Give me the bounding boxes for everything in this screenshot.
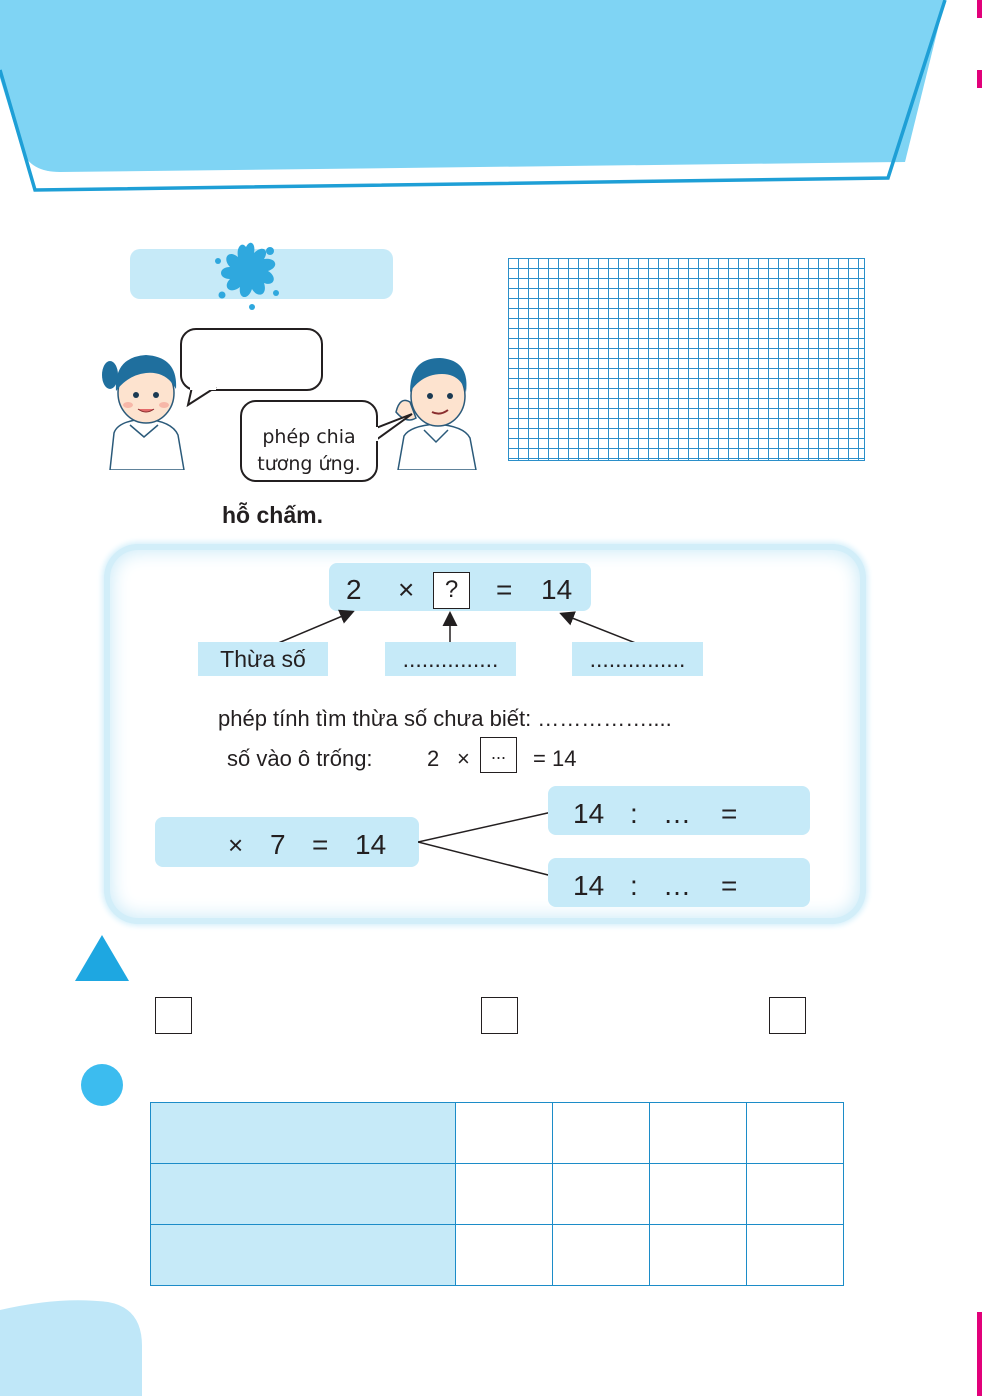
table-cell[interactable] xyxy=(747,1103,844,1164)
div-top-colon: : xyxy=(630,798,638,829)
div-bottom-dividend: 14 xyxy=(573,870,605,901)
speech-bubble-girl xyxy=(180,328,323,391)
table-row xyxy=(151,1225,844,1286)
div-bottom-colon: : xyxy=(630,870,638,901)
instruction-text: hỗ chấm. xyxy=(222,502,323,528)
table-cell[interactable] xyxy=(553,1103,650,1164)
answer-box-3[interactable] xyxy=(769,997,806,1034)
label-blank-2: ............... xyxy=(572,642,703,676)
table-cell[interactable] xyxy=(747,1164,844,1225)
table-row-header xyxy=(151,1164,456,1225)
unknown-factor-symbol: ? xyxy=(444,576,459,603)
find-factor-line: phép tính tìm thừa số chưa biết: …………….... xyxy=(218,706,672,731)
splash-icon xyxy=(210,237,288,313)
grid-paper xyxy=(508,258,865,461)
data-table xyxy=(150,1102,844,1286)
table-cell[interactable] xyxy=(650,1164,747,1225)
table-row-header xyxy=(151,1225,456,1286)
fill-box-result: = 14 xyxy=(533,746,577,771)
div-bottom-blank: … xyxy=(663,870,691,901)
page-corner-shape xyxy=(0,1296,150,1396)
table-cell[interactable] xyxy=(747,1225,844,1286)
equation-equals-sign: = xyxy=(496,574,513,605)
table-cell[interactable] xyxy=(650,1103,747,1164)
mult-equals: = xyxy=(312,829,329,860)
bubble-boy-line1: phép chia xyxy=(262,426,356,448)
div-bottom-equals: = xyxy=(721,870,738,901)
fill-box-prefix: số vào ô trống: xyxy=(227,746,373,771)
answer-box-1[interactable] xyxy=(155,997,192,1034)
answer-box-2[interactable] xyxy=(481,997,518,1034)
table-cell[interactable] xyxy=(456,1103,553,1164)
right-edge-marker xyxy=(977,1312,982,1396)
div-top-dividend: 14 xyxy=(573,798,605,829)
boy-illustration xyxy=(380,352,480,470)
circle-icon xyxy=(80,1063,124,1107)
header-banner xyxy=(0,0,982,200)
fill-box-factor: 2 xyxy=(427,746,440,771)
table-row-header xyxy=(151,1103,456,1164)
girl-illustration xyxy=(100,345,190,470)
fill-box-answer[interactable] xyxy=(480,737,517,773)
equation-product: 14 xyxy=(541,574,573,605)
div-top-blank: … xyxy=(663,798,691,829)
mult-product: 14 xyxy=(355,829,387,860)
table-cell[interactable] xyxy=(456,1164,553,1225)
table-cell[interactable] xyxy=(553,1164,650,1225)
mult-times-sign: × xyxy=(228,830,244,860)
table-cell[interactable] xyxy=(553,1225,650,1286)
equation-times-sign: × xyxy=(398,574,415,605)
division-connector-lines xyxy=(418,808,554,880)
fill-box-times: × xyxy=(457,746,470,771)
table-cell[interactable] xyxy=(650,1225,747,1286)
equation-factor-a: 2 xyxy=(346,574,362,605)
table-row xyxy=(151,1103,844,1164)
speech-bubble-boy xyxy=(240,400,378,482)
speech-bubble-tail-girl xyxy=(186,387,222,407)
label-factor: Thừa số xyxy=(198,642,328,676)
table-row xyxy=(151,1164,844,1225)
mult-factor: 7 xyxy=(270,829,286,860)
triangle-icon xyxy=(75,935,129,981)
bubble-boy-line2: tương ứng. xyxy=(257,453,361,475)
label-blank-1: ............... xyxy=(385,642,516,676)
fill-box-placeholder: ... xyxy=(490,743,506,763)
speech-bubble-tail-boy xyxy=(374,412,414,442)
table-cell[interactable] xyxy=(456,1225,553,1286)
div-top-equals: = xyxy=(721,798,738,829)
